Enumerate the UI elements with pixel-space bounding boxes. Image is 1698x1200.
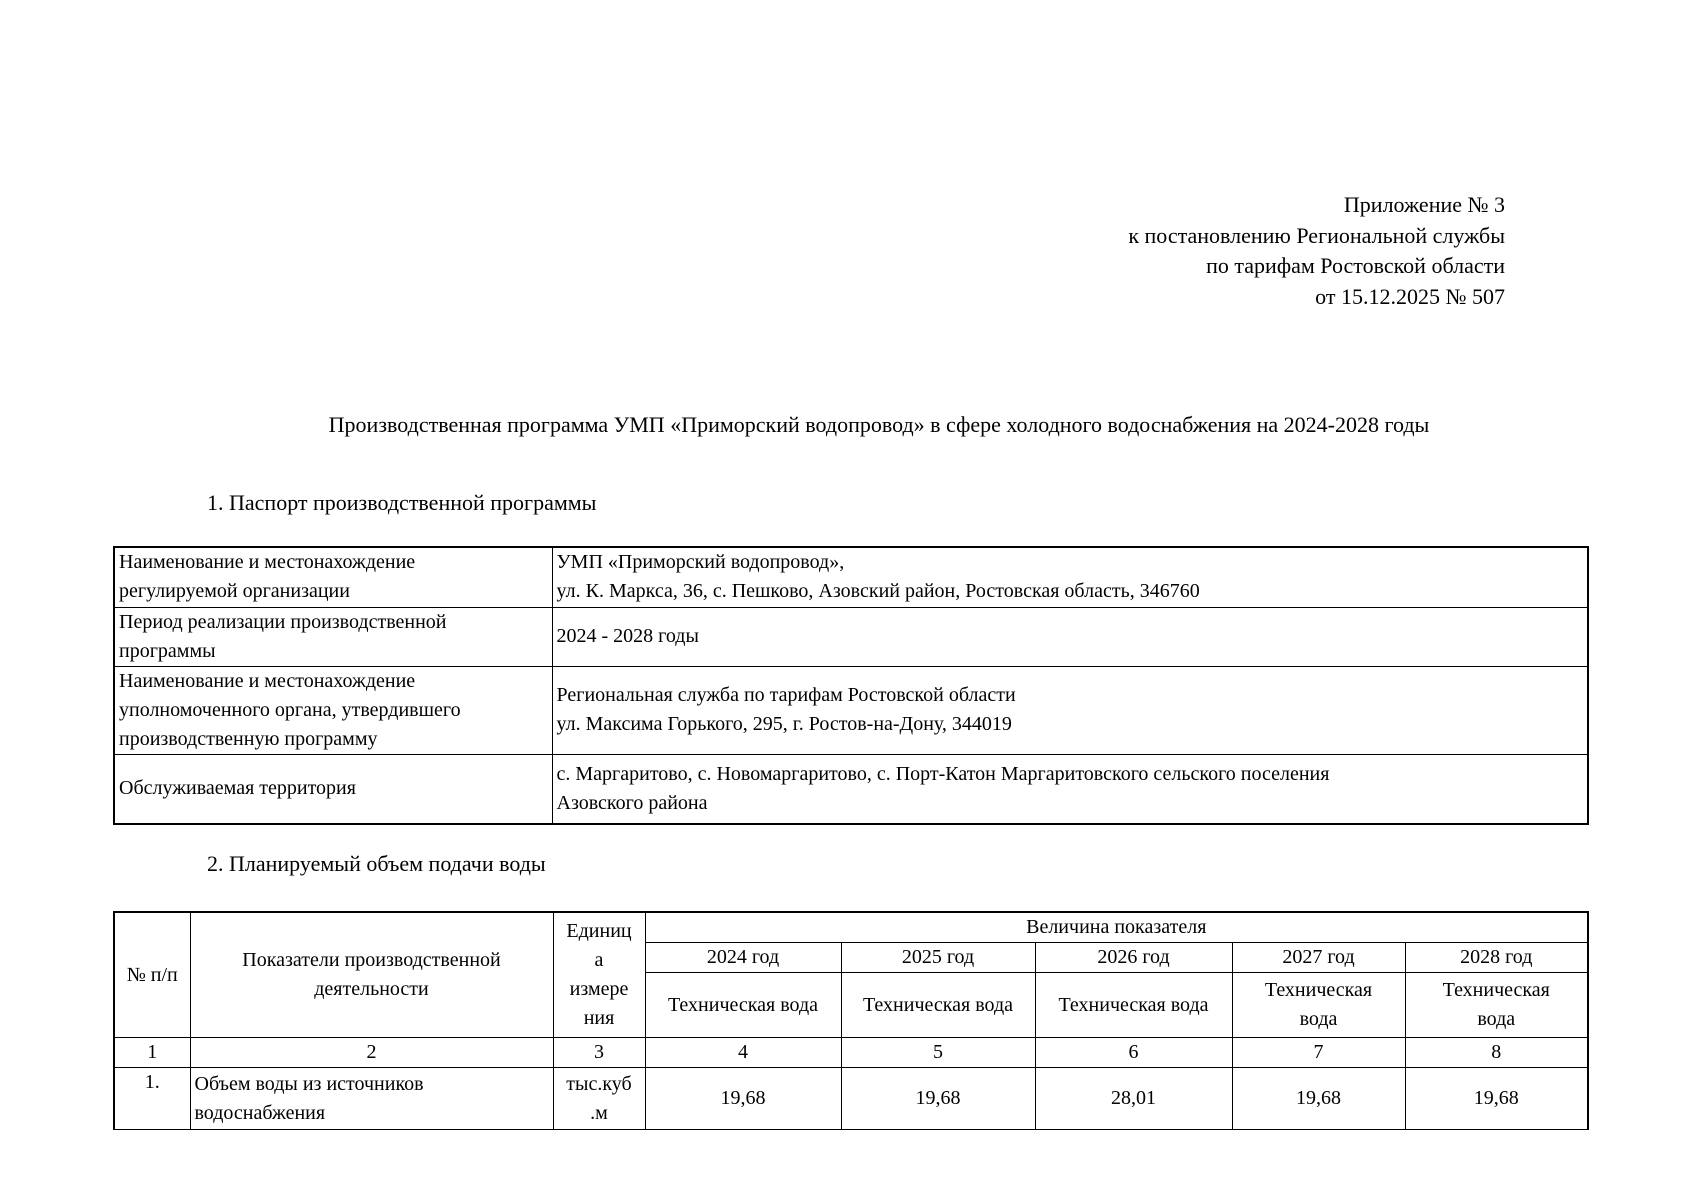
header-unit: Единиц а измере ния	[553, 912, 645, 1038]
passport-label: Наименование и местонахождение уполномоченного органа, утвердившего производственную программу	[114, 666, 552, 754]
appendix-line-4: от 15.12.2025 № 507	[1315, 283, 1505, 309]
column-number: 2	[190, 1038, 553, 1068]
appendix-line-2: к постановлению Региональной службы	[1128, 222, 1505, 248]
header-water-type: Техническая вода	[841, 973, 1035, 1038]
passport-label: Наименование и местонахождение регулируемой организации	[114, 547, 552, 607]
row-value: 19,68	[1232, 1068, 1405, 1130]
document-title: Производственная программа УМП «Приморский водопровод» в сфере холодного водоснабжения на 2024-2028 годы	[328, 412, 1430, 437]
column-number: 3	[553, 1038, 645, 1068]
header-water-type: Техническая вода	[1405, 973, 1588, 1038]
header-year: 2027 год	[1232, 943, 1405, 973]
header-water-type: Техническая вода	[645, 973, 841, 1038]
passport-row	[114, 547, 1588, 607]
row-indicator: Объем воды из источников водоснабжения	[190, 1068, 553, 1130]
appendix-line-3: по тарифам Ростовской области	[1206, 253, 1505, 278]
passport-label: Период реализации производственной программы	[114, 607, 552, 666]
header-number: № п/п	[114, 912, 190, 1038]
header-year: 2026 год	[1035, 943, 1232, 973]
header-year: 2025 год	[841, 943, 1035, 973]
row-value: 19,68	[1405, 1068, 1588, 1130]
passport-row	[114, 754, 1588, 824]
header-year: 2024 год	[645, 943, 841, 973]
header-water-type: Техническая вода	[1232, 973, 1405, 1038]
passport-row	[114, 607, 1588, 666]
passport-value: УМП «Приморский водопровод», ул. К. Маркса, 36, с. Пешково, Азовский район, Ростовская область, 346760	[552, 547, 1588, 607]
passport-label: Обслуживаемая территория	[114, 754, 552, 824]
header-indicator: Показатели производственной деятельности	[190, 912, 553, 1038]
passport-table	[113, 546, 1589, 825]
water-volume-table	[113, 911, 1589, 1130]
header-year: 2028 год	[1405, 943, 1588, 973]
row-value: 19,68	[645, 1068, 841, 1130]
header-row	[114, 912, 1588, 943]
row-unit: тыс.куб .м	[553, 1068, 645, 1130]
row-value: 28,01	[1035, 1068, 1232, 1130]
column-number-row	[114, 1038, 1588, 1068]
column-number: 1	[114, 1038, 190, 1068]
row-number: 1.	[114, 1068, 190, 1130]
column-number: 8	[1405, 1038, 1588, 1068]
passport-row	[114, 666, 1588, 754]
passport-value: Региональная служба по тарифам Ростовской области ул. Максима Горького, 295, г. Ростов-на-Дону, 344019	[552, 666, 1588, 754]
row-value: 19,68	[841, 1068, 1035, 1130]
column-number: 7	[1232, 1038, 1405, 1068]
section-1-heading: 1. Паспорт производственной программы	[207, 490, 597, 515]
header-value-group: Величина показателя	[645, 912, 1588, 943]
section-2-heading: 2. Планируемый объем подачи воды	[207, 851, 546, 876]
column-number: 4	[645, 1038, 841, 1068]
appendix-line-1: Приложение № 3	[1343, 192, 1505, 217]
column-number: 5	[841, 1038, 1035, 1068]
table-row	[114, 1068, 1588, 1130]
passport-value: с. Маргаритово, с. Новомаргаритово, с. Порт-Катон Маргаритовского сельского поселения Азовского района	[552, 754, 1588, 824]
header-water-type: Техническая вода	[1035, 973, 1232, 1038]
appendix-header	[1128, 190, 1505, 312]
column-number: 6	[1035, 1038, 1232, 1068]
passport-value: 2024 - 2028 годы	[552, 607, 1588, 666]
